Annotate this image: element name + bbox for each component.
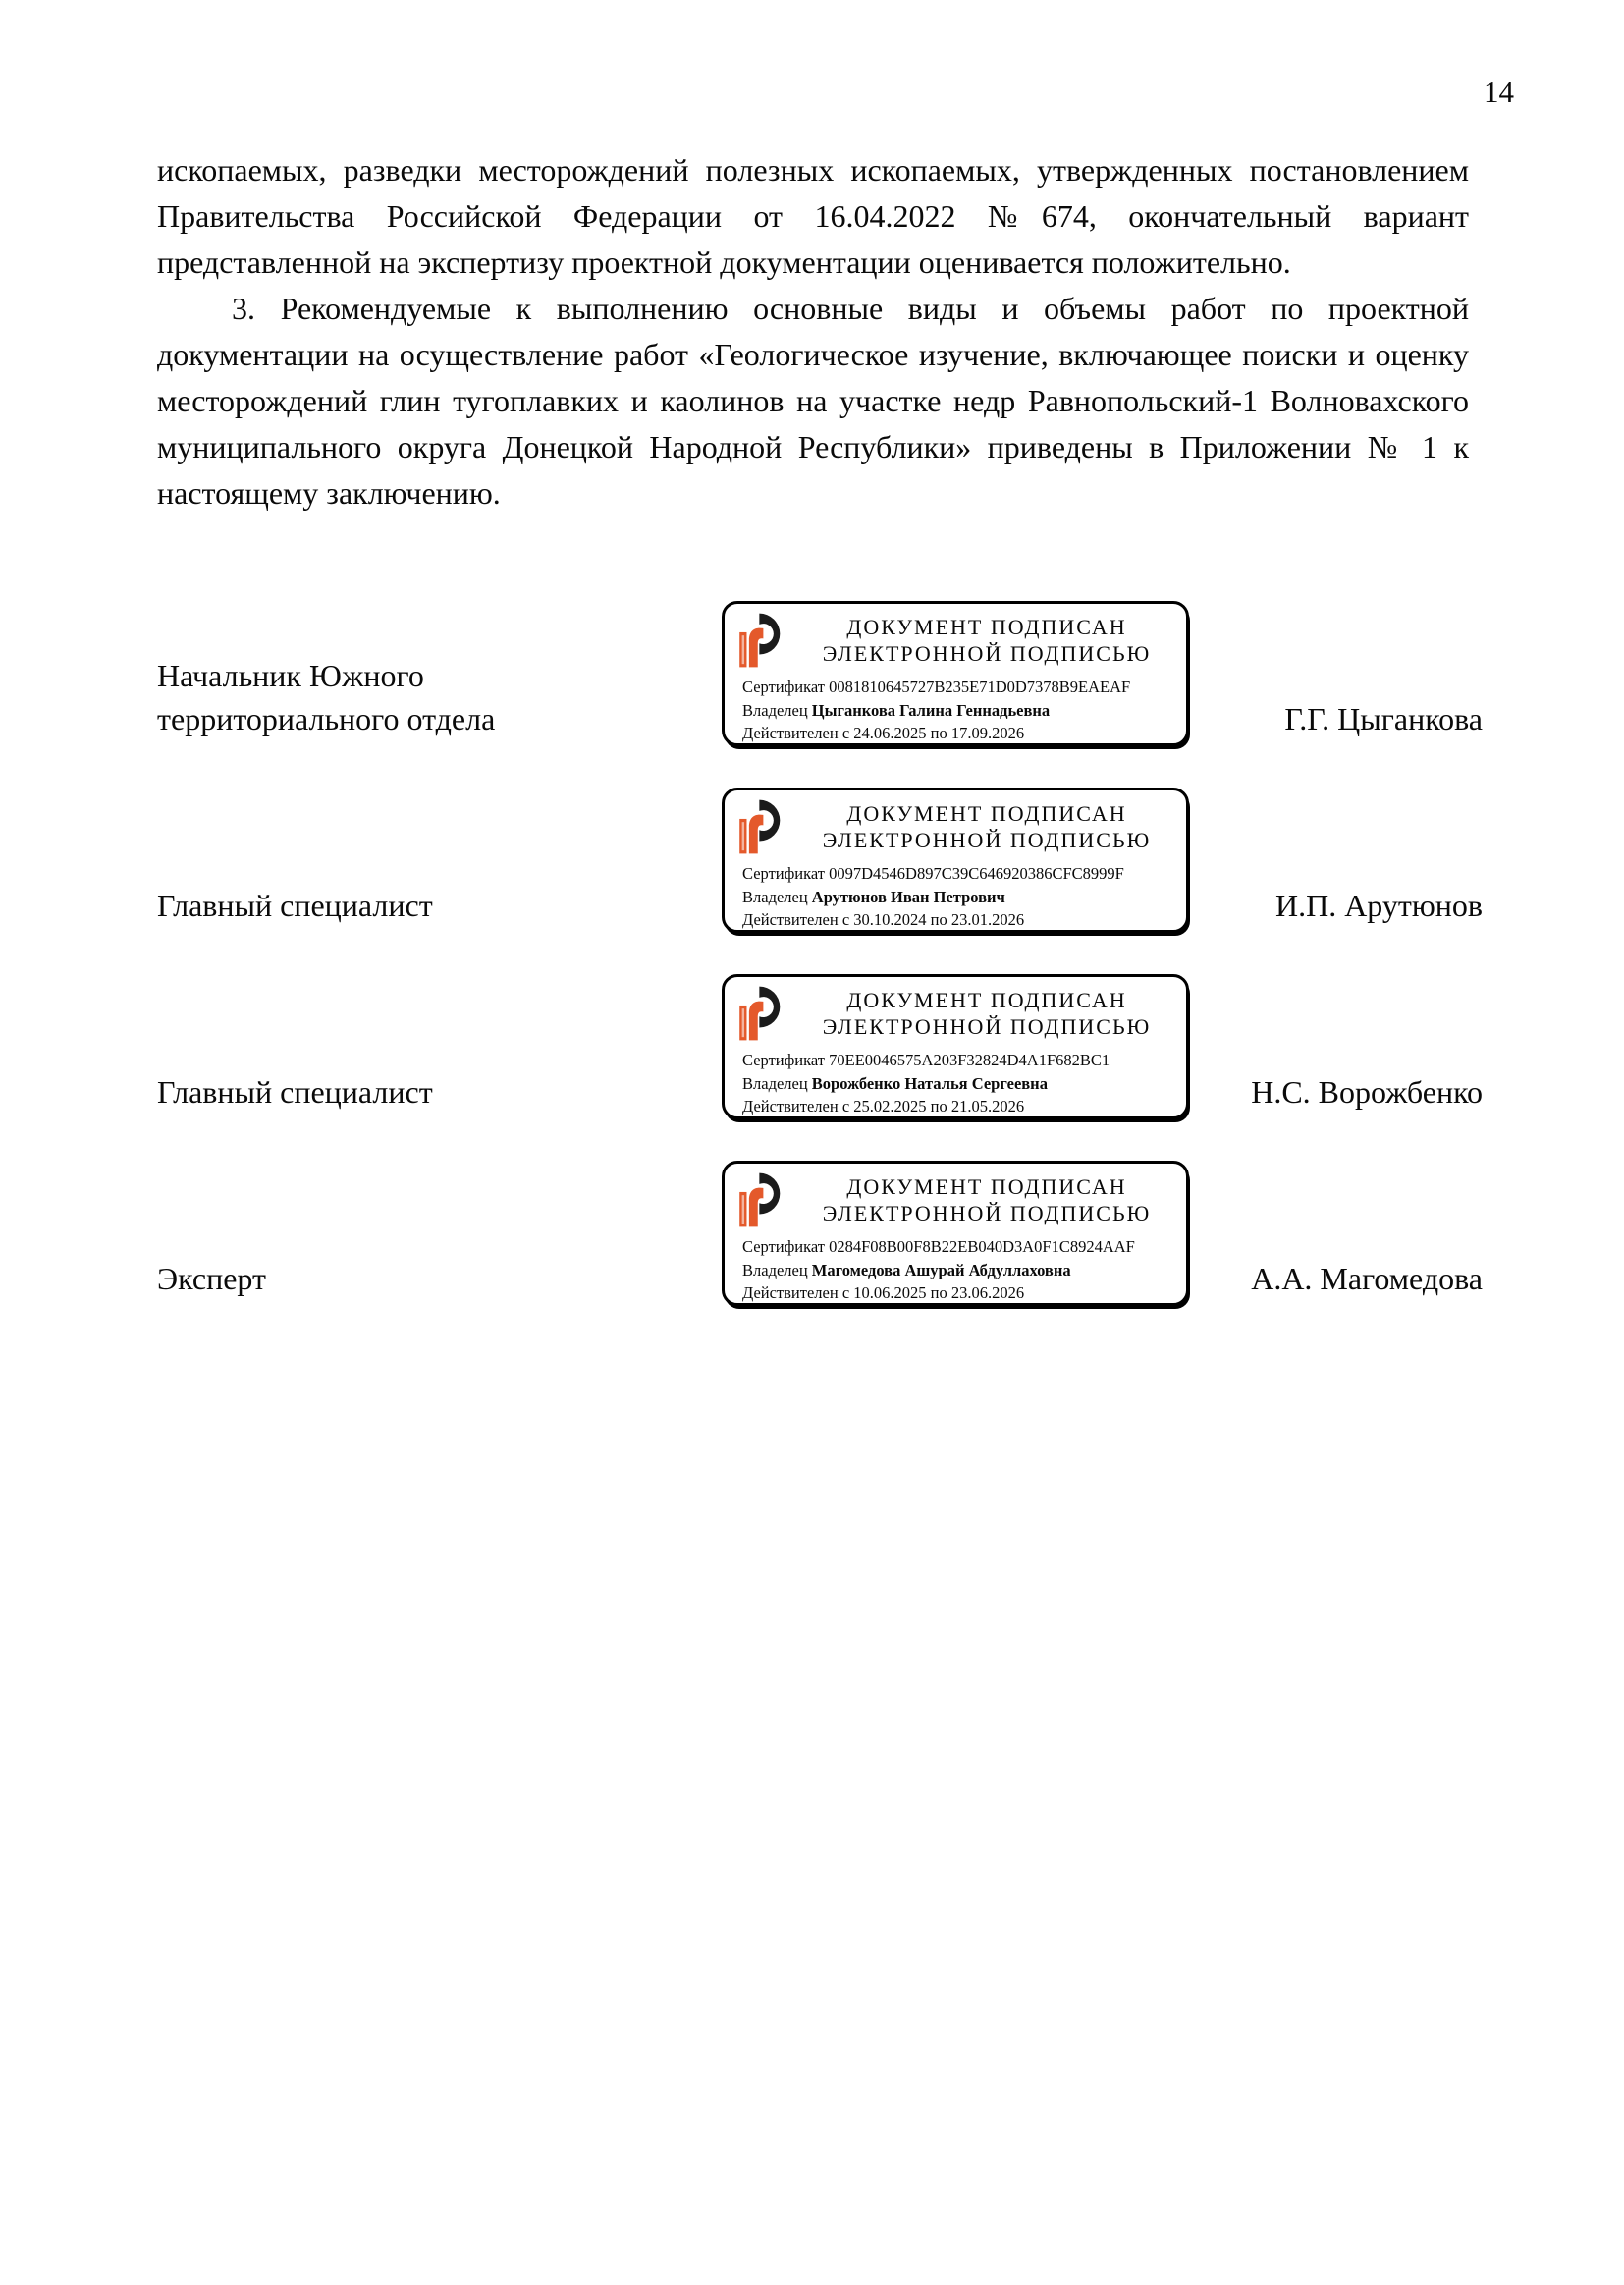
validity-line: Действителен с 25.02.2025 по 21.05.2026	[742, 1097, 1025, 1115]
signature-stamp	[722, 788, 1189, 933]
signer-name: И.П. Арутюнов	[1274, 888, 1483, 923]
signature-row	[157, 1161, 1483, 1306]
owner-name: Магомедова Ашурай Абдуллаховна	[811, 1260, 1071, 1279]
stamp-title-line2: ЭЛЕКТРОННОЙ ПОДПИСЬЮ	[822, 828, 1152, 852]
certificate-value: 70EE0046575A203F32824D4A1F682BC1	[829, 1051, 1110, 1069]
signer-name: А.А. Магомедова	[1251, 1261, 1483, 1296]
owner-line: Владелец Цыганкова Галина Геннадьевна	[742, 700, 1051, 720]
stamp-title-line2: ЭЛЕКТРОННОЙ ПОДПИСЬЮ	[822, 641, 1152, 666]
owner-name: Цыганкова Галина Геннадьевна	[811, 700, 1051, 720]
owner-name: Арутюнов Иван Петрович	[811, 887, 1005, 906]
stamp-title-line2: ЭЛЕКТРОННОЙ ПОДПИСЬЮ	[822, 1014, 1152, 1039]
certificate-line: Сертификат 0097D4546D897C39C646920386CFC8999F	[742, 864, 1124, 883]
position-title: Главный специалист	[157, 1074, 433, 1110]
stamp-title-line2: ЭЛЕКТРОННОЙ ПОДПИСЬЮ	[822, 1201, 1152, 1225]
signature-stamp	[722, 601, 1189, 746]
certificate-line: Сертификат 0284F08B00F8B22EB040D3A0F1C8924AAF	[742, 1237, 1135, 1256]
stamp-title-line1: ДОКУМЕНТ ПОДПИСАН	[846, 801, 1127, 826]
certificate-value: 0284F08B00F8B22EB040D3A0F1C8924AAF	[829, 1237, 1135, 1256]
paragraph-2: 3. Рекомендуемые к выполнению основные виды и объемы работ по проектной документации на осуществление работ «Геологическое изучение, включающее поиски и оценку месторождений глин тугоплавких и каолинов на участке недр Равнопольский-1 Волновахского муниципального округа Донецкой Народной Республики» приведены в Приложении № 1 к настоящему заключению.	[157, 291, 1469, 511]
stamp-title-line1: ДОКУМЕНТ ПОДПИСАН	[846, 615, 1127, 639]
rosnedra-r-logo-icon	[738, 985, 791, 1042]
validity-value: с 30.10.2024 по 23.01.2026	[841, 910, 1025, 929]
signer-name: Г.Г. Цыганкова	[1284, 701, 1483, 736]
page-number: 14	[1484, 75, 1514, 109]
rosnedra-r-logo-icon	[738, 1171, 791, 1228]
position-title: Эксперт	[157, 1261, 266, 1296]
owner-line: Владелец Ворожбенко Наталья Сергеевна	[742, 1073, 1048, 1093]
rosnedra-r-logo-icon	[738, 798, 791, 855]
validity-line: Действителен с 30.10.2024 по 23.01.2026	[742, 910, 1025, 929]
signature-block	[157, 601, 1483, 1347]
certificate-line: Сертификат 70EE0046575A203F32824D4A1F682BC1	[742, 1051, 1110, 1069]
owner-line: Владелец Магомедова Ашурай Абдуллаховна	[742, 1260, 1071, 1279]
signature-row	[157, 788, 1483, 933]
paragraph-1: ископаемых, разведки месторождений полезных ископаемых, утвержденных постановлением Правительства Российской Федерации от 16.04.2022 №674, окончательный вариант представленной на экспертизу проектной документации оценивается положительно.	[157, 152, 1469, 280]
owner-name: Ворожбенко Наталья Сергеевна	[811, 1073, 1048, 1093]
position-title: Главный специалист	[157, 888, 433, 923]
certificate-value: 0081810645727B235E71D0D7378B9EAEAF	[829, 678, 1131, 696]
validity-line: Действителен с 24.06.2025 по 17.09.2026	[742, 724, 1025, 742]
owner-line: Владелец Арутюнов Иван Петрович	[742, 887, 1005, 906]
signature-stamp	[722, 1161, 1189, 1306]
validity-value: с 24.06.2025 по 17.09.2026	[841, 724, 1025, 742]
certificate-value: 0097D4546D897C39C646920386CFC8999F	[829, 864, 1124, 883]
certificate-line: Сертификат 0081810645727B235E71D0D7378B9EAEAF	[742, 678, 1131, 696]
body-text	[157, 147, 1469, 517]
signature-row	[157, 601, 1483, 746]
validity-value: с 25.02.2025 по 21.05.2026	[841, 1097, 1025, 1115]
signer-name: Н.С. Ворожбенко	[1251, 1074, 1483, 1110]
stamp-title-line1: ДОКУМЕНТ ПОДПИСАН	[846, 1174, 1127, 1199]
validity-value: с 10.06.2025 по 23.06.2026	[841, 1283, 1025, 1302]
position-title: Начальник Южного территориального отдела	[157, 658, 496, 736]
stamp-title-line1: ДОКУМЕНТ ПОДПИСАН	[846, 988, 1127, 1012]
validity-line: Действителен с 10.06.2025 по 23.06.2026	[742, 1283, 1025, 1302]
signature-stamp	[722, 974, 1189, 1119]
signature-row	[157, 974, 1483, 1119]
rosnedra-r-logo-icon	[738, 612, 791, 669]
